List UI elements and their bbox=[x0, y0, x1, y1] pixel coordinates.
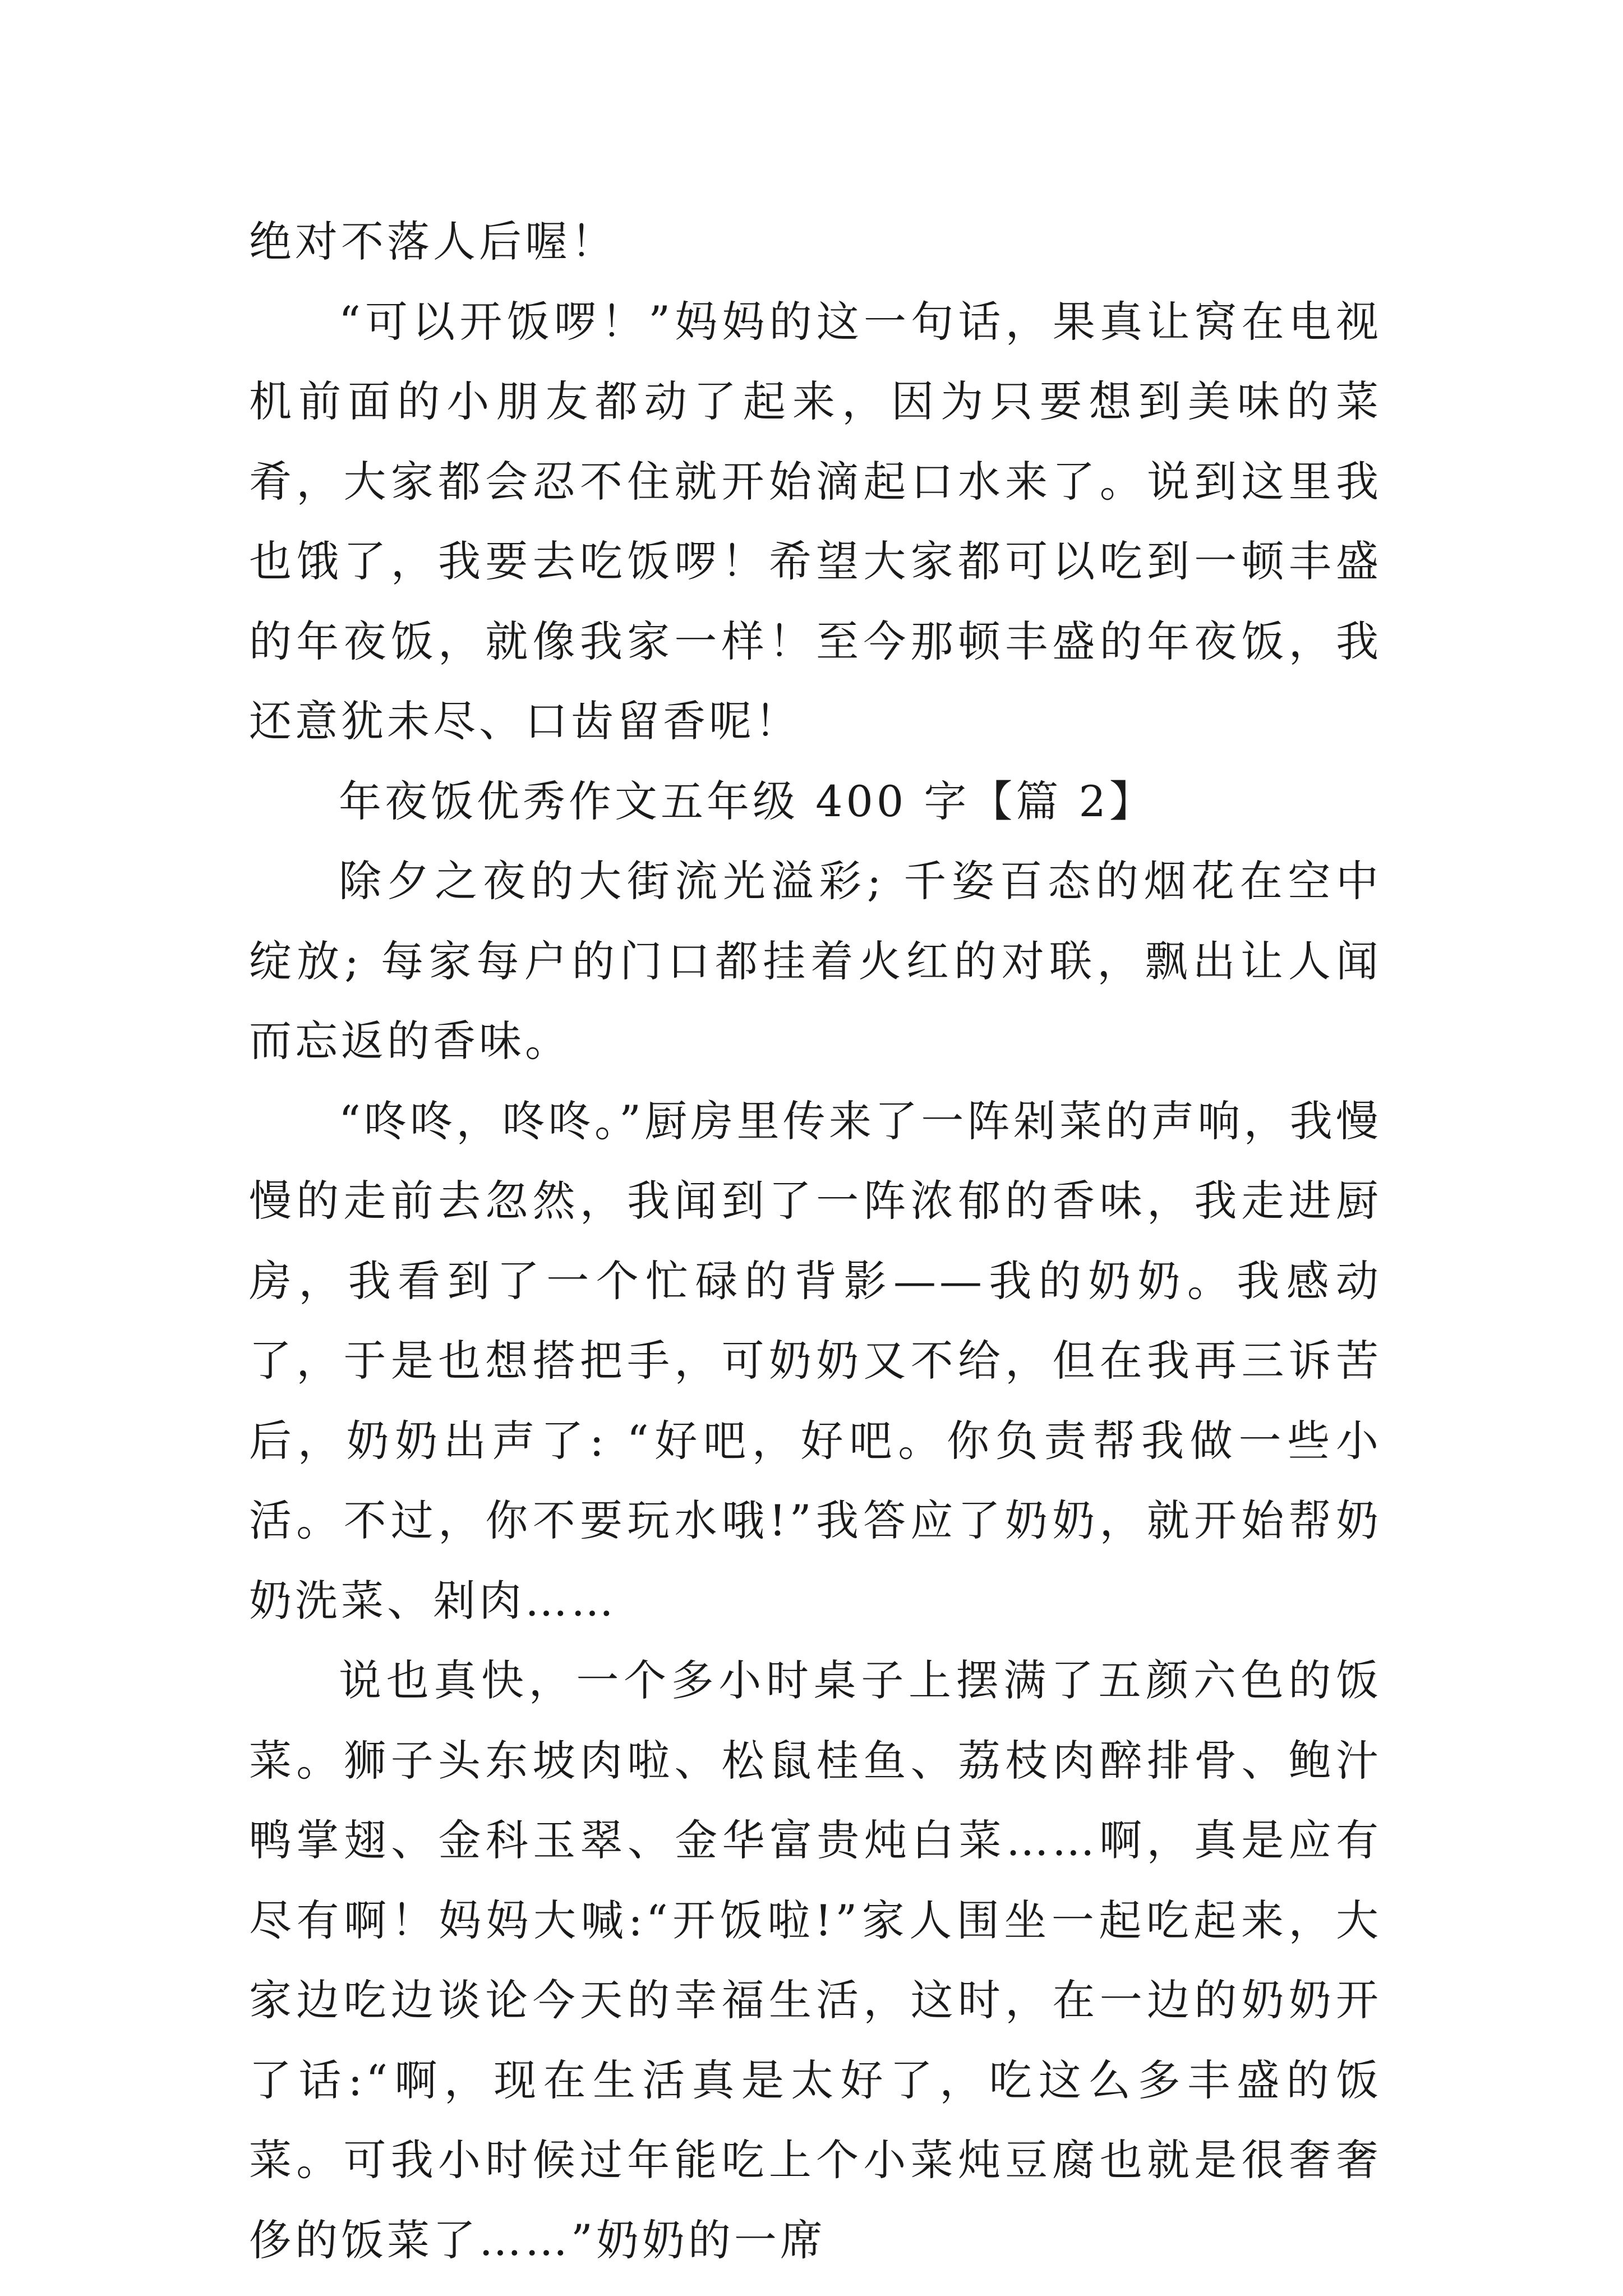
paragraph-new-year-eve: 除夕之夜的大街流光溢彩; 千姿百态的烟花在空中绽放; 每家每户的门口都挂着火红的对联，飘出让人闻而忘返的香味。 bbox=[249, 856, 1382, 1066]
paragraph-continuation: 绝对不落人后喔！ bbox=[249, 217, 617, 266]
document-body bbox=[249, 202, 1382, 2280]
article-heading: 年夜饭优秀作文五年级 400 字【篇 2】 bbox=[339, 776, 1155, 826]
paragraph-dinner-call: “可以开饭啰！”妈妈的这一句话，果真让窝在电视机前面的小朋友都动了起来，因为只要想到美味的菜肴，大家都会忍不住就开始滴起口水来了。说到这里我也饿了，我要去吃饭啰！希望大家都可以吃到一顿丰盛的年夜饭，就像我家一样！至今那顿丰盛的年夜饭，我 还意犹未尽、口齿留香呢！ bbox=[249, 296, 1382, 746]
paragraph-dinner-table: 说也真快，一个多小时桌子上摆满了五颜六色的饭菜。狮子头东坡肉啦、松鼠桂鱼、荔枝肉醉排骨、鲍汁鸭掌翅、金科玉翠、金华富贵炖白菜……啊，真是应有尽有啊！妈妈大喊:“开饭啦!”家人围坐一起吃起来，大家边吃边谈论今天的幸福生活，这时，在一边的奶奶开了话:“啊，现在生活真是太好了，吃这么多丰盛的饭菜。可我小时候过年能吃上个小菜炖豆腐也就是很奢奢侈的饭菜了……”奶奶的一席 bbox=[249, 1655, 1382, 2265]
paragraph-kitchen: “咚咚，咚咚。”厨房里传来了一阵剁菜的声响，我慢慢的走前去忽然，我闻到了一阵浓郁的香味，我走进厨房，我看到了一个忙碌的背影——我的奶奶。我感动了，于是也想搭把手，可奶奶又不给，但在我再三诉苦后，奶奶出声了: “好吧，好吧。你负责帮我做一些小活。不过，你不要玩水哦!”我答应了奶奶，就开始帮奶奶洗菜、剁肉…… bbox=[249, 1096, 1382, 1626]
